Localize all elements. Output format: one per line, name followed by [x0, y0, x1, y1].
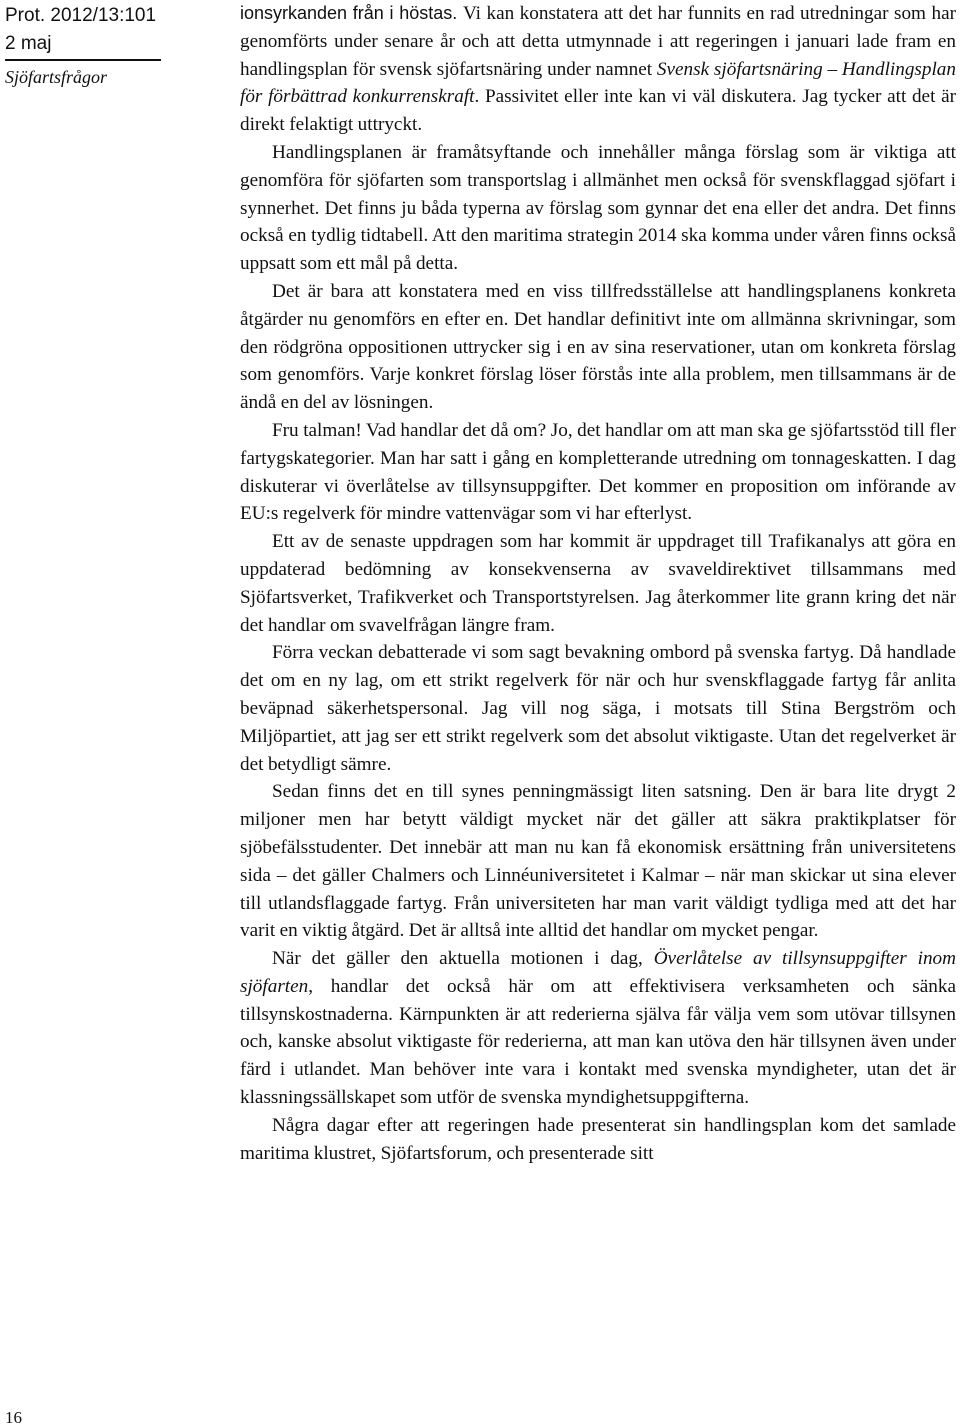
page-number: 16 — [5, 1408, 22, 1427]
paragraph — [240, 0, 956, 139]
text-run: , handlar det också här om att effektivisera verksamheten och sänka tillsynskostnaderna. Kärnpunkten är att rederierna själva får välja vem som utövar tillsynen och, kanske absolut viktigaste för rederierna, att man kan utöva den här tillsynen även under färd i utlandet. Man behöver inte vara i kontakt med svenska myndigheter, utan det är klassningssällskapet som utför de svenska myndighetsuppgifterna. — [240, 975, 956, 1109]
paragraph — [240, 528, 956, 639]
italic-title: Överlåtelse av tillsynsuppgifter inom sjöfarten — [240, 948, 956, 997]
protocol-date: 2 maj — [5, 33, 52, 54]
paragraph — [240, 278, 956, 417]
text-run: Förra veckan debatterade vi som sagt bevakning ombord på svenska fartyg. Då handlade det om en ny lag, om ett strikt regelverk för när och hur svenskflaggade fartyg får anlita beväpnad säkerhetspersonal. Jag vill nog säga, i motsats till Stina Bergström och Miljöpartiet, att jag ser ett strikt regelverk som det absolut viktigaste. Utan det regelverket är det betydligt sämre. — [240, 642, 956, 775]
text-run: Sedan finns det en till synes penningmässigt liten satsning. Den är bara lite drygt 2 miljoner men har betytt väldigt mycket när det gäller att säkra praktikplatser för sjöbefälsstudenter. Det innebär att man nu kan få ekonomisk ersättning från universitetens sida – det gäller Chalmers och Linnéuniversitetet i Kalmar – när man skickar ut sina elever till utlandsflaggade fartyg. Från universiteten har man varit väldigt tydliga med att det har varit en viktig åtgärd. Det är alltså inte alltid det handlar om mycket pengar. — [240, 781, 956, 942]
continued-text: ionsyrkanden från i höstas. — [240, 3, 463, 23]
paragraph — [240, 639, 956, 778]
paragraph — [240, 778, 956, 945]
text-run: Några dagar efter att regeringen hade presenterat sin handlingsplan kom det samlade maritima klustret, Sjöfartsforum, och presenterade sitt — [240, 1114, 956, 1164]
paragraph — [240, 417, 956, 528]
text-run: När det gäller den aktuella motionen i dag, — [272, 948, 654, 970]
paragraph — [240, 1112, 956, 1168]
text-run: Ett av de senaste uppdragen som har kommit är uppdraget till Trafikanalys att göra en uppdaterad bedömning av konsekvenserna av svaveldirektivet tillsammans med Sjöfartsverket, Trafikverket och Transportstyrelsen. Jag återkommer lite grann kring det när det handlar om svavelfrågan längre fram. — [240, 531, 956, 636]
text-run: . Passivitet eller inte kan vi väl diskutera. Jag tycker att det är direkt felaktigt uttryckt. — [240, 86, 956, 136]
italic-title: Svensk sjöfartsnäring – Handlingsplan för förbättrad konkurrenskraft — [240, 58, 956, 108]
text-run: Vi kan konstatera att det har funnits en rad utredningar som har genomförts under senare år och att detta utmynnade i att regeringen i januari lade fram en handlingsplan för svensk sjöfartsnäring under namnet — [240, 3, 956, 80]
text-run: Fru talman! Vad handlar det då om? Jo, det handlar om att man ska ge sjöfartsstöd till fler fartygskategorier. Man har satt i gång en kompletterande utredning om tonnageskatten. I dag diskuterar vi överlåtelse av tillsynsuppgifter. Det kommer en proposition om införande av EU:s regelverk för mindre vattenvägar som vi har efterlyst. — [240, 419, 956, 525]
protocol-number: Prot. 2012/13:101 — [5, 5, 157, 26]
paragraph — [240, 945, 956, 1112]
text-run: Det är bara att konstatera med en viss tillfredsställelse att handlingsplanens konkreta åtgärder nu genomförs en efter en. Det handlar definitivt inte om allmänna skrivningar, som den rödgröna oppositionen uttrycker sig i en av sina reservationer, utan om konkreta förslag som genomförs. Varje konkret förslag löser förstås inte alla problem, men tillsammans är de ändå en del av lösningen. — [240, 280, 956, 414]
body-text — [240, 0, 956, 1167]
paragraph — [240, 139, 956, 278]
section-title: Sjöfartsfrågor — [5, 67, 108, 87]
text-run: Handlingsplanen är framåtsyftande och innehåller många förslag som är viktiga att genomföra för sjöfarten som transportslag i allmänhet men också för svenskflaggad sjöfart i synnerhet. Det finns ju båda typerna av förslag som gynnar det ena eller det andra. Det finns också en tydlig tidtabell. Att den maritima strategin 2014 ska komma under våren finns också uppsatt som ett mål på detta. — [240, 141, 956, 275]
sidebar-rule — [5, 59, 161, 61]
margin-sidebar — [5, 2, 225, 1427]
